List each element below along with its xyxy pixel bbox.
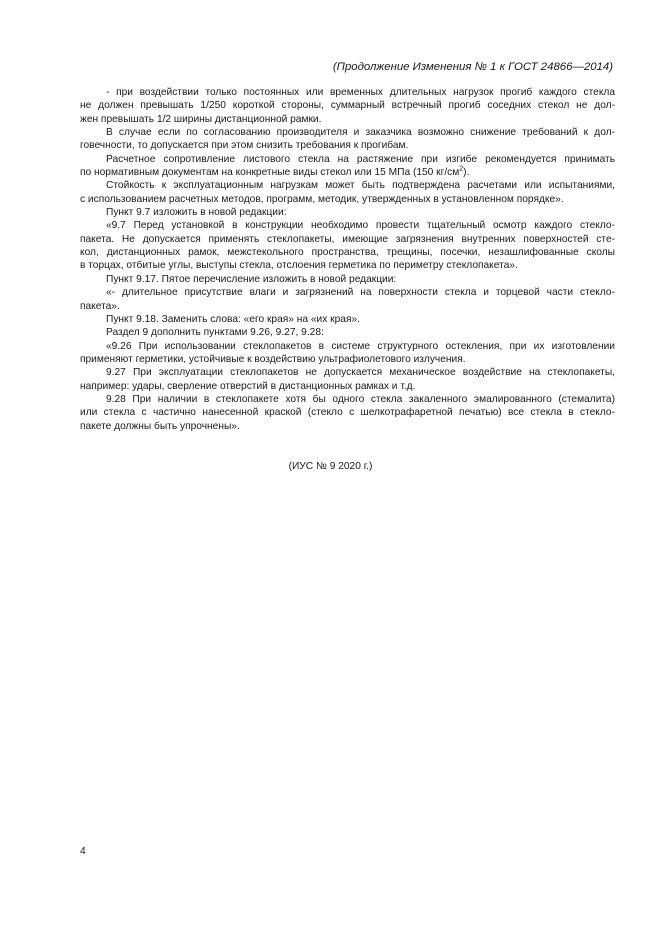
text-line: 9.28 При наличии в стеклопакете хотя бы одного стекла закаленного эмалированного (стемалита) (106, 393, 615, 405)
text-line: пакета. Не допускается применять стеклопакеты, имеющие загрязнения внутренних поверхностей сте- (80, 233, 615, 245)
text-line-main: по нормативным документам на конкретные виды стекол или 15 МПа (150 кг/см (80, 167, 460, 179)
document-body (80, 86, 615, 433)
text-line: Пункт 9.17. Пятое перечисление изложить в новой редакции: (106, 273, 397, 285)
text-line-tail: ). (463, 167, 470, 179)
text-line: говечности, то допускается при этом снизить требования к прогибам. (80, 140, 409, 152)
text-line: «9.26 При использовании стеклопакетов в системе структурного остекления, при их изготовлении (106, 340, 615, 352)
text-line (80, 166, 615, 179)
text-line: пакете должны быть упрочнены». (80, 420, 240, 432)
text-line: Раздел 9 дополнить пунктами 9.26, 9.27, 9.28: (106, 327, 324, 339)
source-note: (ИУС № 9 2020 г.) (288, 461, 373, 472)
text-line: в торцах, отбитые углы, выступы стекла, отслоения герметика по периметру стеклопакета». (80, 260, 518, 272)
text-line: В случае если по согласованию производителя и заказчика возможно снижение требований к дол- (106, 127, 615, 139)
superscript: 2 (459, 165, 464, 173)
page-header: (Продолжение Изменения № 1 к ГОСТ 24866—2014) (332, 61, 613, 73)
text-line: жен превышать 1/2 ширины дистанционной рамки. (80, 113, 322, 125)
text-line: 9.27 При эксплуатации стеклопакетов не допускается механическое воздействие на стеклопакеты, (106, 367, 615, 379)
text-line: Пункт 9.7 изложить в новой редакции: (106, 207, 287, 219)
text-line: с использованием расчетных методов, программ, методик, утвержденных в установленном порядке». (80, 193, 564, 205)
text-line: кол, дистанционных рамок, межстекольного пространства, трещины, посечки, незашлифованные сколы (80, 247, 615, 259)
page-number: 4 (80, 846, 86, 857)
text-line: «9.7 Перед установкой в конструкции необходимо провести тщательный осмотр каждого стекло- (106, 220, 615, 232)
text-line: применяют герметики, устойчивые к воздействию ультрафиолетового излучения. (80, 353, 466, 365)
text-line: Расчетное сопротивление листового стекла на растяжение при изгибе рекомендуется принимать (106, 153, 615, 165)
text-line: или стекла с частично нанесенной краской (стекло с шелкотрафаретной печатью) все стекла в стекло- (80, 407, 615, 419)
text-line: «- длительное присутствие влаги и загрязнений на поверхности стекла и торцевой части стекло- (106, 287, 615, 299)
text-line: не должен превышать 1/250 короткой стороны, суммарный встречный прогиб соседних стекол не дол- (80, 100, 615, 112)
text-line: пакета». (80, 300, 120, 312)
text-line: например: удары, сверление отверстий в дистанционных рамках и т.д. (80, 380, 416, 392)
text-line: Стойкость к эксплуатационным нагрузкам может быть подтверждена расчетами или испытаниями, (106, 180, 615, 192)
text-line: Пункт 9.18. Заменить слова: «его края» на «их края». (106, 313, 360, 325)
text-line: - при воздействии только постоянных или временных длительных нагрузок прогиб каждого стекла (106, 87, 615, 98)
